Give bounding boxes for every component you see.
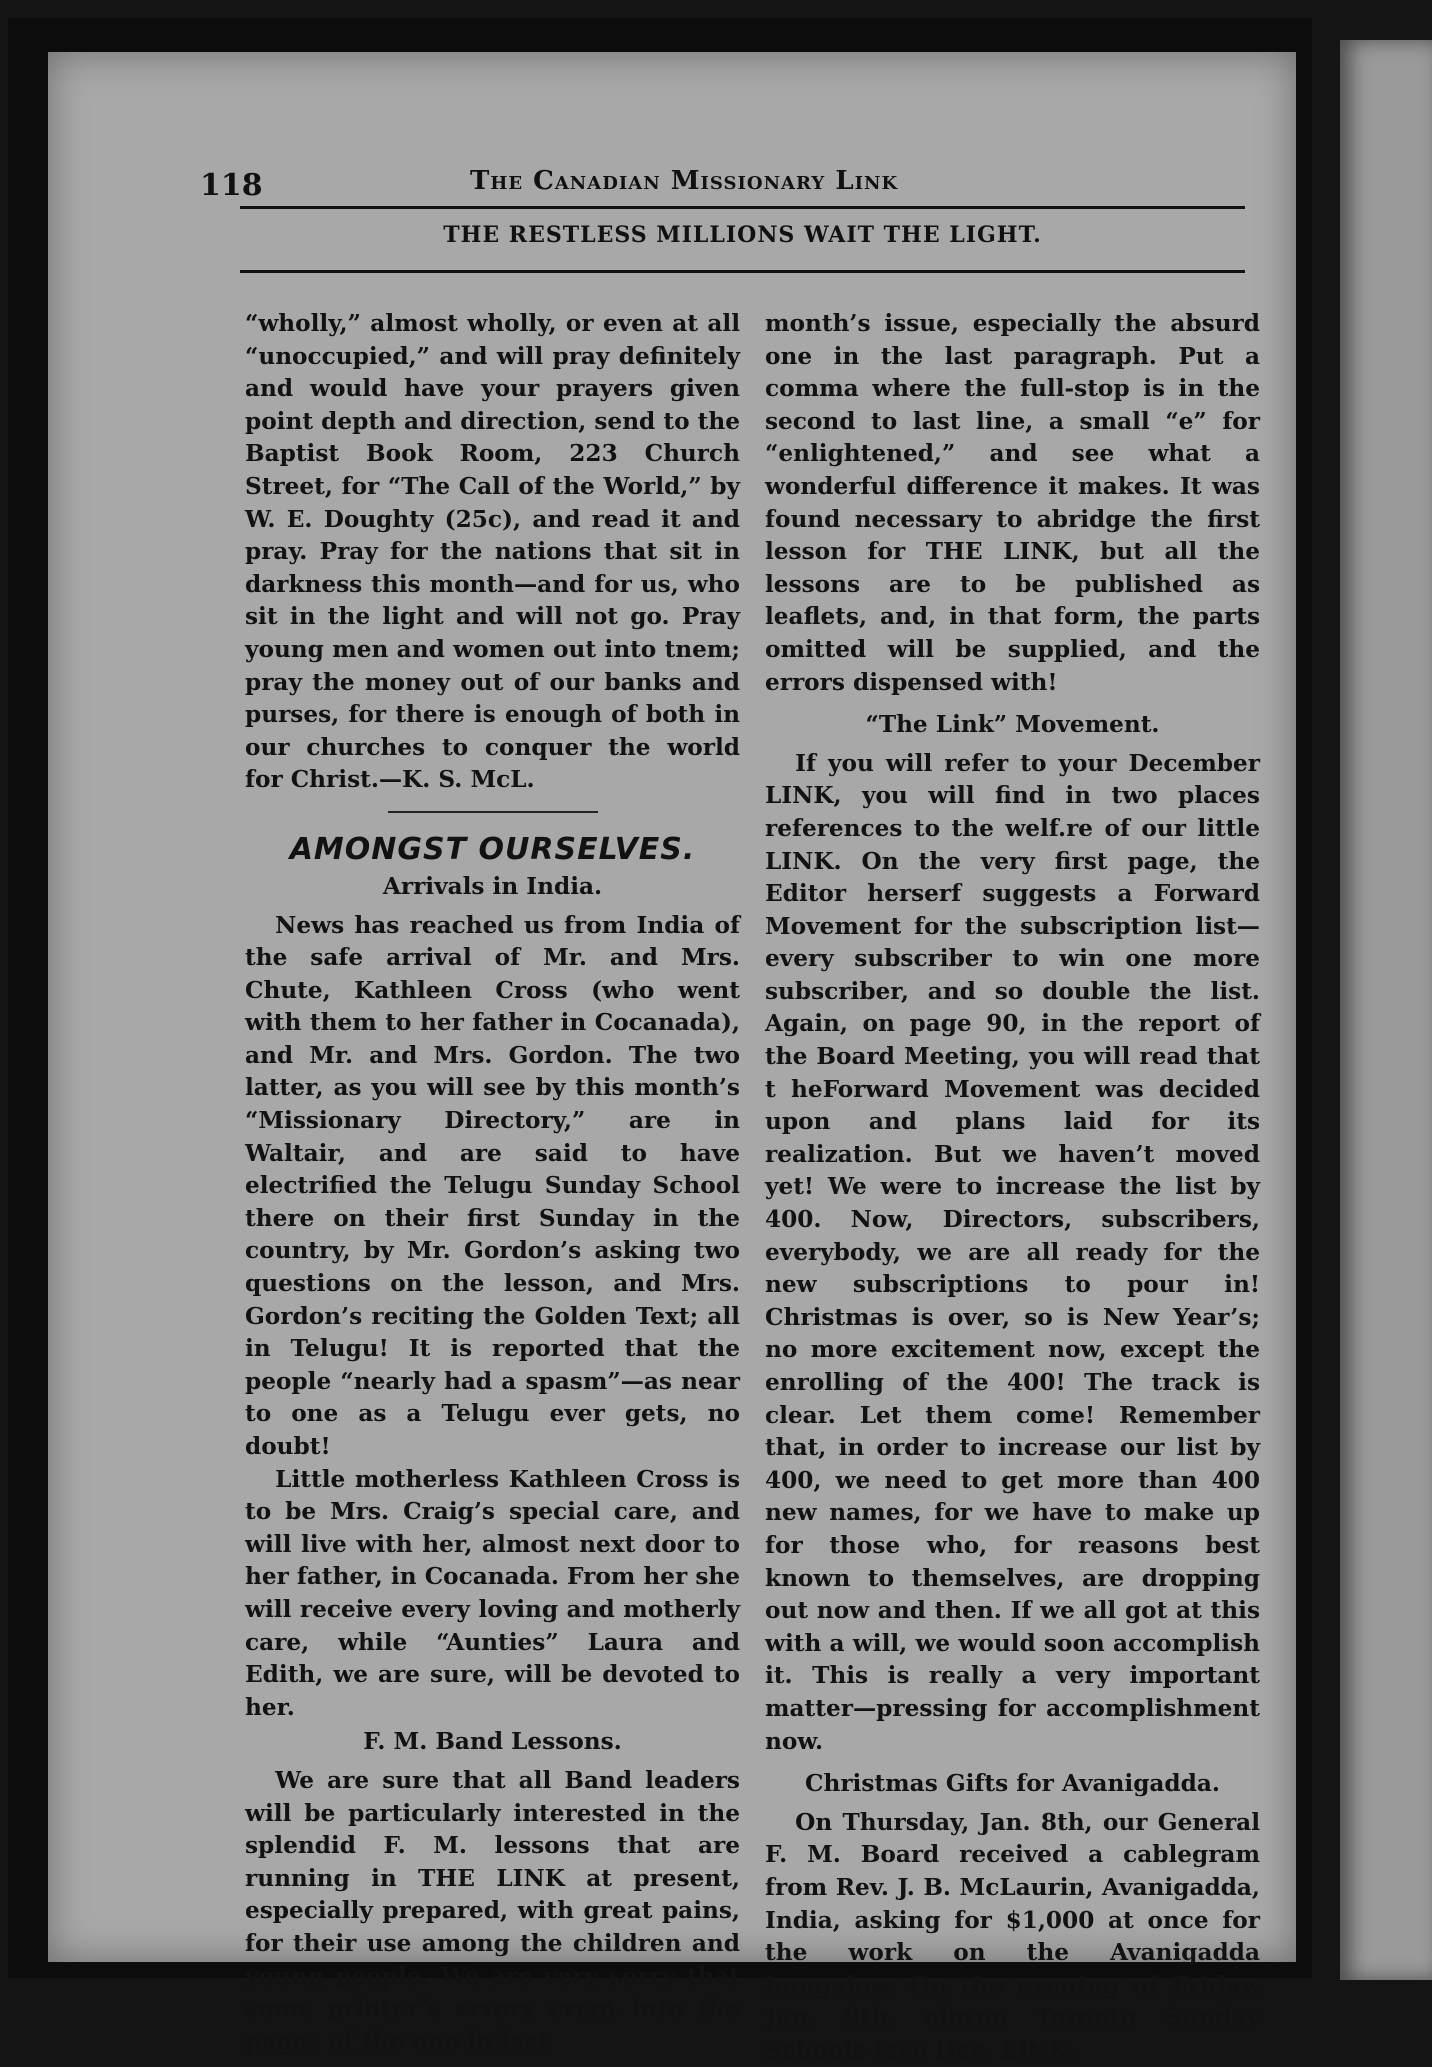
kathleen-paragraph: Little motherless Kathleen Cross is to be Mrs. Craig’s special care, and will live with her, almost next door to her father, in Cocanada. From her she will receive every loving and motherly care, while “Aunties” Laura and Edith, we are sure, will be devoted to her. — [245, 1465, 740, 1721]
link-movement-paragraph: If you will refer to your December LINK, you will find in two places references to the welf.re of our little LINK. On the very first page, the Editor herserf suggests a Forward Movement for the subscription list—every subscriber to win one more subscriber, and so double the list. Again, on page 90, in the report of the Board Meeting, you will read that t heForward Movement was decided upon and plans laid for its realization. But we haven’t moved yet! We were to increase the list by 400. Now, Directors, subscribers, everybody, we are all ready for the new subscriptions to pour in! Christmas is over, so is New Year’s; no more excitement now, except the enrolling of the 400! The track is clear. Let them come! Remember that, in order to increase our list by 400, we need to get more than 400 new names, for we have to make up for those who, for reasons best known to themselves, are dropping out now and then. If we all got at this with a will, we would soon accomplish it. This is really a very important matter—pressing for accomplishment now. — [765, 749, 1260, 1755]
continued-paragraph: month’s issue, especially the absurd one in the last paragraph. Put a comma where the full-stop is in the second to last line, a small “e” for “enlightened,” and see what a wonderful difference it makes. It was found necessary to abridge the first lesson for THE LINK, but all the lessons are to be published as leaflets, and, in that form, the parts omitted will be supplied, and the errors dispensed with! — [765, 310, 1260, 696]
section-divider — [388, 811, 598, 813]
christmas-gifts-paragraph: On Thursday, Jan. 8th, our General F. M. Board received a cablegram from Rev. J. B. McLaurin, Avanigadda, India, asking for $1,000 at once for the work on the Avanigadda bungalow. On the evening of Friday, Jan. 9th, eleven Toronto Sunday Schools (see Dec. LINK, — [765, 1808, 1260, 2064]
motto: THE RESTLESS MILLIONS WAIT THE LIGHT. — [443, 222, 1042, 248]
header-rule-bottom — [240, 270, 1245, 273]
header-rule-top — [240, 206, 1245, 209]
adjacent-page-edge — [1340, 40, 1432, 1980]
band-lessons-paragraph: We are sure that all Band leaders will be particularly interested in the splendid F. M. lessons that are running in THE LINK at present, especially prepared, with great pains, for their use among the children and young people. We are very sorry that some printer’s errors crept into the pages of the one in last — [245, 1766, 740, 2055]
link-movement-heading: “The Link” Movement. — [865, 711, 1160, 739]
intro-paragraph: “wholly,” almost wholly, or even at all “unoccupied,” and will pray definitely and would have your prayers given point depth and direction, send to the Baptist Book Room, 223 Church Street, for “The Call of the World,” by W. E. Doughty (25c), and read it and pray. Pray for the nations that sit in darkness this month—and for us, who sit in the light and will not go. Pray young men and women out into tnem; pray the money out of our banks and purses, for there is enough of both in our churches to conquer the world for Christ.—K. S. McL. — [245, 310, 740, 794]
band-lessons-heading: F. M. Band Lessons. — [363, 1728, 622, 1756]
christmas-gifts-heading: Christmas Gifts for Avanigadda. — [805, 1770, 1220, 1798]
arrivals-heading: Arrivals in India. — [382, 872, 603, 900]
section-heading: AMONGST OURSELVES. — [289, 831, 696, 867]
running-title: The Canadian Missionary Link — [470, 166, 899, 196]
right-column — [765, 308, 1260, 2067]
left-column — [245, 308, 740, 2058]
arrivals-paragraph: News has reached us from India of the safe arrival of Mr. and Mrs. Chute, Kathleen Cross (who went with them to her father in Cocanada), and Mr. and Mrs. Gordon. The two latter, as you will see by this month’s “Missionary Directory,” are in Waltair, and are said to have electrified the Telugu Sunday School there on their first Sunday in the country, by Mr. Gordon’s asking two questions on the lesson, and Mrs. Gordon’s reciting the Golden Text; all in Telugu! It is reported that the people “nearly had a spasm”—as near to one as a Telugu ever gets, no doubt! — [245, 911, 740, 1460]
page-number: 118 — [200, 168, 263, 203]
